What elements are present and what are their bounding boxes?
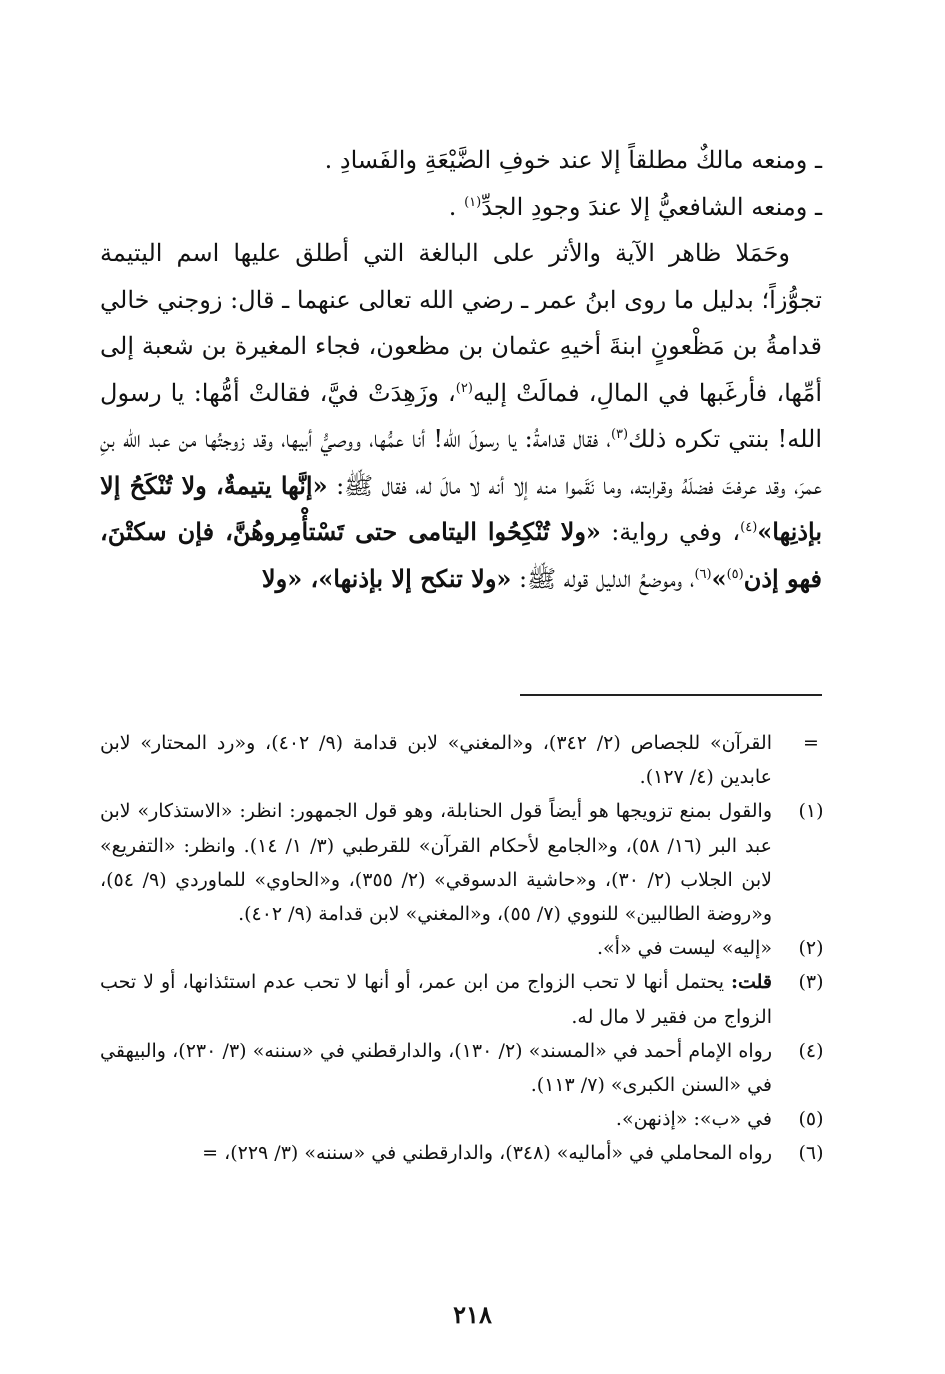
footnote-text: رواه الإمام أحمد في «المسند» (٢/ ١٣٠)، والدارقطني في «سننه» (٣/ ٢٣٠)، والبيهقي في «السنن الكبرى» (٧/ ١١٣). [100, 1039, 772, 1097]
footnote-number: (١) [798, 800, 824, 823]
footnote-ref[interactable]: (١) [464, 194, 482, 210]
footnote-ref[interactable]: (٤) [740, 520, 758, 535]
footnote-1 [100, 794, 832, 931]
footnote-number: (٢) [798, 937, 824, 960]
main-text [100, 137, 822, 602]
page-number: ٢١٨ [453, 1300, 492, 1329]
footnote-ref[interactable]: (٦) [694, 566, 712, 582]
footnote-4 [100, 1034, 832, 1102]
footnote-number: = [803, 732, 819, 754]
footnote-label: قلت: [730, 971, 772, 994]
main-paragraph: وحَمَلا ظاهر الآية والأثر على البالغة التي أطلق عليها اسم اليتيمة تجوُّزاً؛ بدليل ما روى ابنُ عمر ـ رضي الله تعالى عنهما ـ قال: زوجني خالي قدامةُ بن مَظْعونٍ ابنةَ أخيهِ عثمان بن مظعون، فجاء المغيرة بن شعبة إلى أمِّها، فأرغَبها في المالِ، فمالَتْ إليه$^{(٢)}$، وزَهِدَتْ فيَّ، فقالتْ أمُّها: يا رسول الله! بنتي تكره ذلك$^{(٣)}$، فقال قدامةُ: يا رسولَ الله! أنا عمُّها، ووصيُّ أبيها، وقد زوجتُها من عبد الله بنِ عمرَ، وقد عرفتَ فضلَهُ وقرابته، وما نَقَموا منه إلا أنه لا مالَ له، فقال ﷺ: «إنَّها يتيمةٌ، ولا تُنْكَحُ إلا بإذنِها»$^{(٤)}$، وفي رواية: «ولا تُنْكِحُوا اليتامى حتى تَسْتأْمِروهُنَّ، فإن سكتْنَ، فهو إذن$^{(٥)}$»$^{(٦)}$، وموضعُ الدليل قوله ﷺ: «ولا تنكح إلا بإذنها»، «ولا [100, 239, 822, 593]
footnote-text: «إليه» ليست في «أ». [597, 937, 772, 960]
footnotes [100, 726, 832, 1171]
hadith-quote: «ولا تُنْكِحُوا اليتامى حتى تَسْتأْمِروهُنَّ، فإن سكتْنَ، فهو إذن [100, 517, 822, 593]
footnote-ref[interactable]: (٢) [455, 380, 473, 396]
footnote-6 [100, 1136, 832, 1170]
line-shafii: ـ ومنعه الشافعيُّ إلا عندَ وجودِ الجدِّ$^{(١)}$ . [448, 192, 822, 221]
hadith-quote: «ولا تنكح إلا بإذنها»، «ولا [261, 563, 512, 593]
footnote-ref[interactable]: (٣) [610, 427, 629, 442]
footnote-5 [100, 1102, 832, 1136]
footnote-text: في «ب»: «إذنهن». [615, 1108, 772, 1131]
footnote-continuation [100, 726, 832, 794]
footnote-number: (٣) [798, 971, 824, 994]
footnote-3 [100, 965, 832, 1033]
footnote-separator [520, 694, 822, 696]
footnote-text: القرآن» للجصاص (٢/ ٣٤٢)، و«المغني» لابن قدامة (٩/ ٤٠٢)، و«رد المحتار» لابن عابدين (٤/ ١٢٧). [100, 732, 772, 789]
footnote-text: رواه المحاملي في «أماليه» (٣٤٨)، والدارقطني في «سننه» (٣/ ٢٢٩)، = [202, 1142, 772, 1165]
line-malik: ـ ومنعه مالكٌ مطلقاً إلا عند خوفِ الضَّيْعَةِ والفَسادِ . [324, 146, 822, 174]
footnote-number: (٦) [798, 1142, 824, 1165]
footnote-number: (٥) [798, 1108, 824, 1131]
footnote-ref[interactable]: (٥) [726, 566, 744, 582]
footnote-2 [100, 931, 832, 965]
footnote-number: (٤) [798, 1039, 824, 1062]
footnote-text: والقول بمنع تزويجها هو أيضاً قول الحنابلة، وهو قول الجمهور: انظر: «الاستذكار» لابن عبد البر (١٦/ ٥٨)، و«الجامع لأحكام القرآن» للقرطبي (٣/ ١/ ١٤). وانظر: «التفريع» لابن الجلاب (٢/ ٣٠)، و«حاشية الدسوقي» (٢/ ٣٥٥)، و«الحاوي» للماوردي (٩/ ٥٤)، و«روضة الطالبين» للنووي (٧/ ٥٥)، و«المغني» لابن قدامة (٩/ ٤٠٢). [100, 800, 772, 926]
hadith-quote: «إنَّها يتيمةٌ، ولا تُنْكَحُ إلا بإذنِها» [100, 470, 822, 546]
footnote-text: يحتمل أنها لا تحب الزواج من ابن عمر، أو أنها لا تحب عدم استئذانها، أو لا تحب الزواج من فقير لا مال له. [100, 971, 772, 1028]
